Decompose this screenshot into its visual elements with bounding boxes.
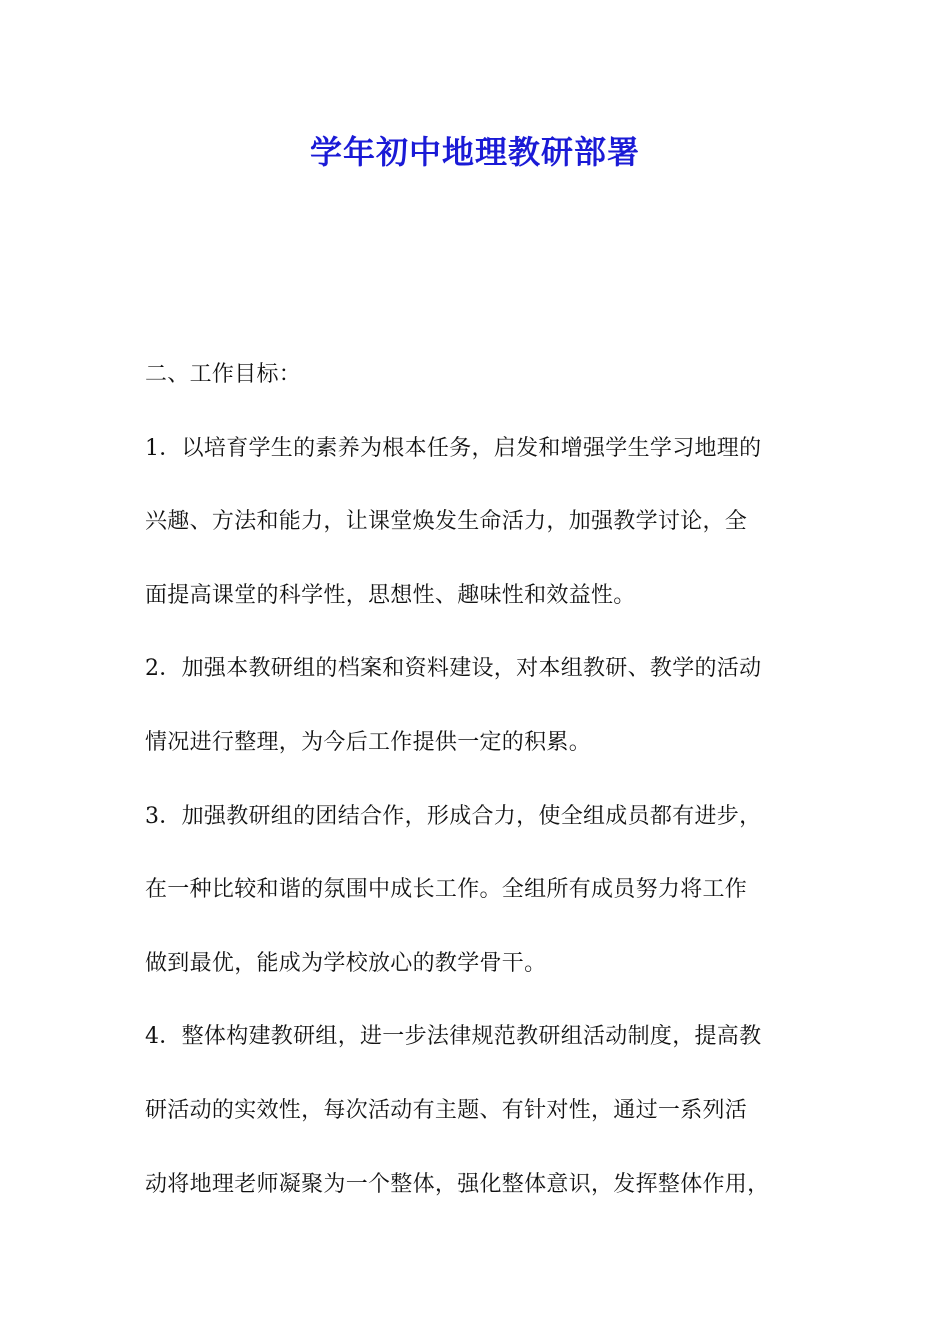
paragraph-line: 2．加强本教研组的档案和资料建设，对本组教研、教学的活动 <box>145 656 762 682</box>
paragraph-line: 情况进行整理，为今后工作提供一定的积累。 <box>145 729 592 755</box>
paragraph-line: 3．加强教研组的团结合作，形成合力，使全组成员都有进步， <box>145 803 762 829</box>
paragraph-line: 研活动的实效性，每次活动有主题、有针对性，通过一系列活 <box>145 1097 748 1123</box>
paragraph-line: 做到最优，能成为学校放心的教学骨干。 <box>145 950 547 976</box>
paragraph-line: 动将地理老师凝聚为一个整体，强化整体意识，发挥整体作用， <box>145 1171 770 1197</box>
paragraph-line: 4．整体构建教研组，进一步法律规范教研组活动制度，提高教 <box>145 1024 762 1050</box>
paragraph-line: 1．以培育学生的素养为根本任务，启发和增强学生学习地理的 <box>145 435 762 461</box>
paragraph-line: 兴趣、方法和能力，让课堂焕发生命活力，加强教学讨论，全 <box>145 509 748 535</box>
section-heading-work-goals: 二、工作目标： <box>145 362 302 387</box>
document-title: 学年初中地理教研部署 <box>309 133 640 171</box>
paragraph-line: 在一种比较和谐的氛围中成长工作。全组所有成员努力将工作 <box>145 877 748 903</box>
document-body <box>145 338 813 1221</box>
paragraph-line: 面提高课堂的科学性，思想性、趣味性和效益性。 <box>145 582 636 608</box>
